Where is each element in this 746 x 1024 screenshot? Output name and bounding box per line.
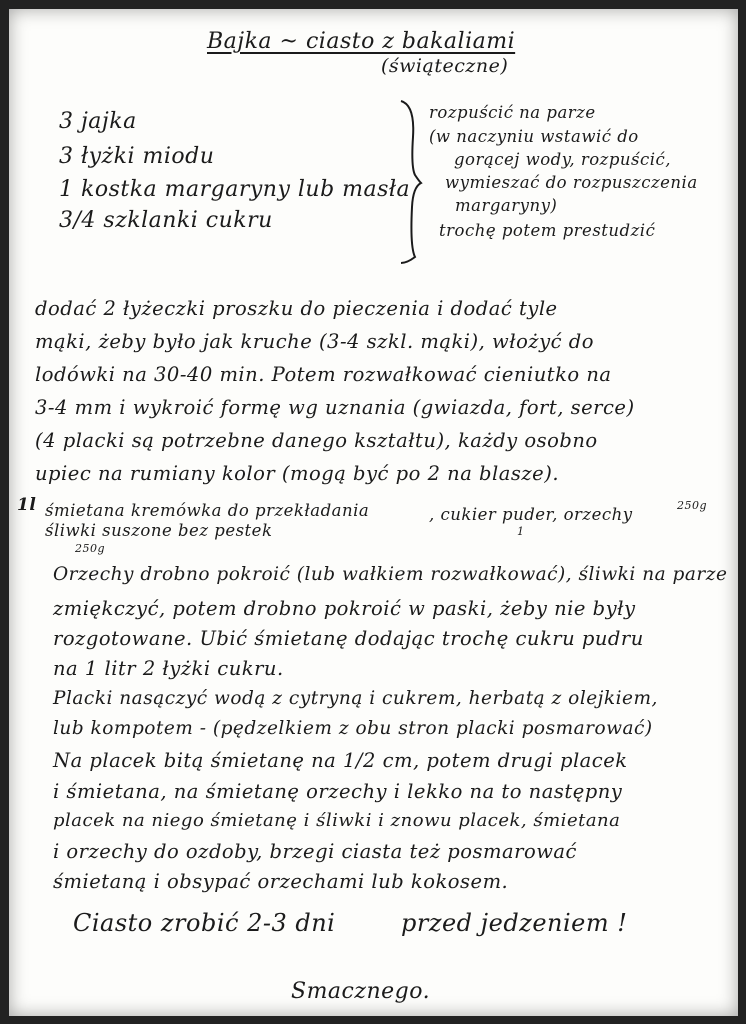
ingredient-item: 3 jajka	[59, 109, 137, 134]
instruction-line: mąki, żeby było jak kruche (3-4 szkl. mąki), włożyć do	[35, 330, 594, 353]
recipe-sheet	[9, 9, 738, 1016]
instruction-line: (4 placki są potrzebne danego kształtu), każdy osobno	[35, 429, 598, 452]
side-note-line: margaryny)	[455, 196, 558, 215]
instruction-line: placek na niego śmietanę i śliwki i znowu placek, śmietana	[53, 810, 621, 831]
instruction-line: lub kompotem - (pędzelkiem z obu stron placki posmarować)	[53, 718, 653, 739]
ingredient-item: 3 łyżki miodu	[59, 144, 215, 169]
side-note-line: wymieszać do rozpuszczenia	[445, 173, 698, 192]
side-note-line: (w naczyniu wstawić do	[429, 127, 639, 146]
instruction-line: Orzechy drobno pokroić (lub wałkiem rozwałkować), śliwki na parze	[53, 564, 728, 585]
side-note-line: rozpuścić na parze	[429, 103, 596, 122]
cukier-amount: 1	[517, 525, 525, 538]
instruction-line: Na placek bitą śmietanę na 1/2 cm, potem drugi placek	[53, 749, 628, 772]
side-note-line: gorącej wody, rozpuścić,	[454, 150, 672, 169]
signoff: Smacznego.	[291, 979, 431, 1004]
closing-line: przed jedzeniem !	[401, 909, 628, 937]
filling-number: 1l	[17, 495, 37, 515]
instruction-line: i orzechy do ozdoby, brzegi ciasta też posmarować	[53, 840, 577, 863]
instruction-line: zmiękczyć, potem drobno pokroić w paski, żeby nie były	[53, 597, 636, 620]
instruction-line: na 1 litr 2 łyżki cukru.	[53, 657, 284, 680]
instruction-line: upiec na rumiany kolor (mogą być po 2 na blasze).	[35, 462, 560, 485]
filling-line: śmietana kremówka do przekładania	[45, 501, 370, 520]
ingredient-item: 1 kostka margaryny lub masła	[59, 177, 411, 202]
instruction-line: śmietaną i obsypać orzechami lub kokosem.	[53, 870, 509, 893]
instruction-line: Placki nasączyć wodą z cytryną i cukrem, herbatą z olejkiem,	[53, 688, 658, 709]
sliwki-amount: 250g	[75, 542, 106, 555]
filling-line: śliwki suszone bez pestek	[45, 521, 273, 540]
recipe-subtitle: (świąteczne)	[381, 55, 509, 77]
orzechy-amount: 250g	[677, 499, 708, 512]
ingredient-item: 3/4 szklanki cukru	[59, 208, 273, 233]
closing-line: Ciasto zrobić 2-3 dni	[73, 909, 336, 937]
instruction-line: 3-4 mm i wykroić formę wg uznania (gwiazda, fort, serce)	[35, 396, 635, 419]
instruction-line: lodówki na 30-40 min. Potem rozwałkować cieniutko na	[35, 363, 612, 386]
filling-extra: , cukier puder, orzechy	[429, 505, 633, 524]
instruction-line: i śmietana, na śmietanę orzechy i lekko na to następny	[53, 780, 623, 803]
instruction-line: rozgotowane. Ubić śmietanę dodając trochę cukru pudru	[53, 627, 644, 650]
instruction-line: dodać 2 łyżeczki proszku do pieczenia i dodać tyle	[35, 297, 558, 320]
curly-brace-icon	[397, 97, 425, 267]
side-note-line: trochę potem prestudzić	[439, 221, 656, 240]
recipe-title: Bajka ~ ciasto z bakaliami	[207, 29, 516, 54]
